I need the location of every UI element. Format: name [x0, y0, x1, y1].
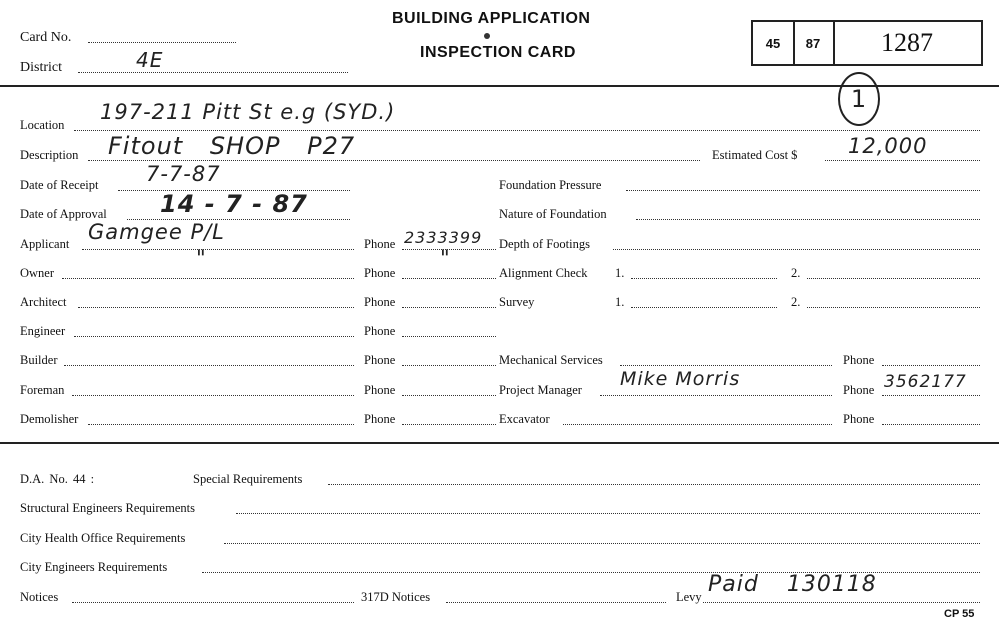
engineer-phone-line: [402, 336, 496, 337]
estimated-cost-line: [825, 160, 980, 161]
reference-box-a: 45: [753, 22, 795, 64]
description-value: Fitout SHOP P27: [108, 132, 356, 160]
district-value: 4E: [136, 48, 164, 72]
district-label: District: [20, 60, 62, 75]
city-engineers-label: City Engineers Requirements: [20, 560, 168, 574]
date-of-approval-label: Date of Approval: [20, 207, 107, 221]
description-label: Description: [20, 148, 79, 162]
location-line: [74, 130, 980, 131]
engineer-phone-label: Phone: [364, 324, 396, 338]
circled-mark-value: 1: [850, 85, 868, 113]
demolisher-line: [88, 424, 354, 425]
excavator-line: [563, 424, 832, 425]
applicant-value: Gamgee P/L: [88, 220, 225, 244]
reference-number: 1287: [881, 28, 933, 57]
structural-engineers-line: [236, 513, 980, 514]
special-requirements-label: Special Requirements: [193, 472, 303, 486]
survey-2-label: 2.: [791, 295, 801, 309]
structural-engineers-label: Structural Engineers Requirements: [20, 501, 195, 515]
location-value: 197-211 Pitt St e.g (SYD.): [100, 100, 396, 124]
estimated-cost-label: Estimated Cost $: [712, 148, 798, 162]
project-manager-phone-value: 3562177: [884, 372, 967, 392]
levy-value: Paid 130118: [708, 572, 877, 597]
applicant-label: Applicant: [20, 237, 70, 251]
demolisher-phone-label: Phone: [364, 412, 396, 426]
reference-box: [751, 20, 983, 66]
engineer-label: Engineer: [20, 324, 66, 338]
applicant-phone-value: 2333399: [404, 228, 483, 247]
district-line: [78, 72, 348, 73]
demolisher-phone-line: [402, 424, 496, 425]
applicant-line: [82, 249, 354, 250]
circled-mark: [838, 72, 880, 126]
engineer-line: [74, 336, 354, 337]
date-of-receipt-value: 7-7-87: [146, 162, 221, 186]
form-code: CP 55: [944, 608, 975, 620]
levy-label: Levy: [676, 590, 702, 604]
date-of-receipt-label: Date of Receipt: [20, 178, 99, 192]
foreman-line: [72, 395, 354, 396]
mechanical-services-phone-label: Phone: [843, 353, 875, 367]
city-health-line: [224, 543, 980, 544]
alignment-check-2-label: 2.: [791, 266, 801, 280]
alignment-check-1-line: [631, 278, 777, 279]
date-of-approval-value: 14 - 7 - 87: [160, 190, 308, 218]
alignment-check-1-label: 1.: [615, 266, 625, 280]
architect-line: [78, 307, 354, 308]
nature-of-foundation-label: Nature of Foundation: [499, 207, 607, 221]
survey-1-line: [631, 307, 777, 308]
survey-1-label: 1.: [615, 295, 625, 309]
architect-phone-line: [402, 307, 496, 308]
card-no-label: Card No.: [20, 30, 72, 45]
description-line: [88, 160, 700, 161]
applicant-phone-label: Phone: [364, 237, 396, 251]
excavator-phone-label: Phone: [843, 412, 875, 426]
builder-phone-line: [402, 365, 496, 366]
card-no-line: [88, 42, 236, 43]
architect-label: Architect: [20, 295, 67, 309]
nature-of-foundation-line: [636, 219, 980, 220]
owner-label: Owner: [20, 266, 55, 280]
notices-label: Notices: [20, 590, 59, 604]
reference-box-b: 87: [793, 22, 835, 64]
levy-line: [703, 602, 980, 603]
foundation-pressure-line: [626, 190, 980, 191]
owner-value: ": [196, 246, 207, 270]
project-manager-label: Project Manager: [499, 383, 582, 397]
owner-phone-label: Phone: [364, 266, 396, 280]
mechanical-services-line: [620, 365, 832, 366]
form-title-line1: BUILDING APPLICATION: [392, 10, 591, 27]
location-label: Location: [20, 118, 65, 132]
excavator-label: Excavator: [499, 412, 550, 426]
notices-line: [72, 602, 354, 603]
notices-317d-line: [446, 602, 666, 603]
demolisher-label: Demolisher: [20, 412, 79, 426]
alignment-check-2-line: [807, 278, 980, 279]
builder-label: Builder: [20, 353, 58, 367]
survey-2-line: [807, 307, 980, 308]
mechanical-services-label: Mechanical Services: [499, 353, 603, 367]
project-manager-phone-label: Phone: [843, 383, 875, 397]
owner-line: [62, 278, 354, 279]
foreman-label: Foreman: [20, 383, 65, 397]
city-health-label: City Health Office Requirements: [20, 531, 186, 545]
owner-phone-line: [402, 278, 496, 279]
project-manager-line: [600, 395, 832, 396]
title-dot: [484, 33, 490, 39]
depth-of-footings-line: [613, 249, 980, 250]
foreman-phone-line: [402, 395, 496, 396]
builder-phone-label: Phone: [364, 353, 396, 367]
da-no-label: D.A. No. 44 :: [20, 472, 95, 486]
alignment-check-label: Alignment Check: [499, 266, 588, 280]
foreman-phone-label: Phone: [364, 383, 396, 397]
middle-divider: [0, 442, 999, 444]
excavator-phone-line: [882, 424, 980, 425]
depth-of-footings-label: Depth of Footings: [499, 237, 590, 251]
mechanical-services-phone-line: [882, 365, 980, 366]
survey-label: Survey: [499, 295, 535, 309]
project-manager-phone-line: [882, 395, 980, 396]
builder-line: [64, 365, 354, 366]
estimated-cost-value: 12,000: [848, 134, 928, 158]
notices-317d-label: 317D Notices: [361, 590, 431, 604]
form-title-line2: INSPECTION CARD: [420, 44, 576, 61]
special-requirements-line: [328, 484, 980, 485]
project-manager-value: Mike Morris: [620, 368, 741, 390]
architect-phone-label: Phone: [364, 295, 396, 309]
owner-phone-value: ": [440, 246, 451, 270]
foundation-pressure-label: Foundation Pressure: [499, 178, 602, 192]
